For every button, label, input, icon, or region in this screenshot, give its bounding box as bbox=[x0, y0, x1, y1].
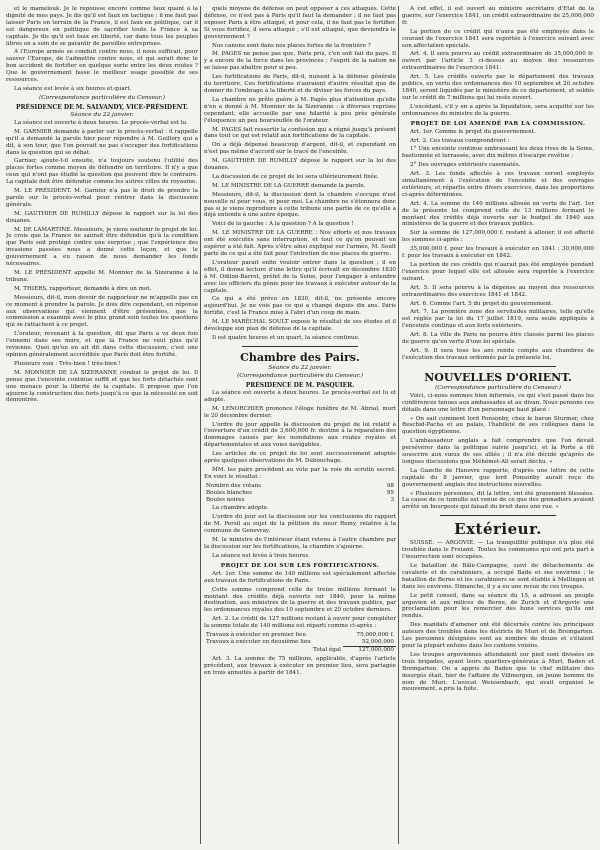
vote-label: Nombre des votans bbox=[206, 482, 262, 489]
column-3 bbox=[402, 6, 594, 844]
paragraph: Art. 7. La première zone des servitudes militaires, telle qu'elle est réglée par la loi du 17 juillet 1819, sera seule appliquée à l'enceinte continue et aux forts extérieurs. bbox=[402, 309, 594, 330]
paragraph: Art. 8. La ville de Paris ne pourra être classée parmi les places de guerre qu'en vertu d'une loi spéciale. bbox=[402, 332, 594, 346]
paragraph: 2° Des ouvrages extérieurs casematés. bbox=[410, 162, 521, 169]
table-row bbox=[204, 632, 396, 639]
session-date: Séance du 22 janvier. bbox=[268, 364, 332, 371]
paragraph: M. DE LAMARTINE. Messieurs, je viens soutenir le projet de loi. Je crois que la France ne saurait être défendue qu'à la condition que Paris soit protégé contre une surprise ; que l'expérience des invasions passées nous a donné cette leçon, et que le gouvernement a eu raison de nous demander les fonds nécessaires. bbox=[6, 226, 198, 268]
paragraph: M. LE MINISTRE DE LA GUERRE demande la parole. bbox=[212, 182, 366, 189]
presidency-heading: PRÉSIDENCE DE M. PASQUIER. bbox=[245, 381, 355, 389]
credit-label: Travaux à exécuter en premier lieu bbox=[206, 632, 307, 639]
paragraph: L'orateur, revenant à la question, dit que Paris a vu deux fois l'ennemi dans ses murs, et que la France ne veut plus qu'il revienne. Quoi qu'on en ait dit dans cette discussion, c'est une opinion généralement accréditée que Paris doit être fortifié. bbox=[6, 331, 198, 358]
paragraph: Les articles de ce projet de loi sont successivement adoptés après quelques observations de M. Dubouchage. bbox=[204, 451, 396, 465]
paragraph: 35,000,000 f. pour les travaux à exécuter en 1841 ; 30,000,000 f. pour les travaux à exécuter en 1842. bbox=[402, 246, 594, 260]
paragraph: Cette somme comprend celle de treize millions formant le montant des crédits déjà ouverts sur 1840, pour la même destination, aux ministres de la guerre et des travaux publics, par les ordonnances royales des 10 septembre et 20 octobre derniers. bbox=[204, 586, 396, 614]
section-divider bbox=[440, 366, 555, 367]
paragraph: Garnier, ajoute-t-il ensuite, n'a toujours soutenu l'utilité des places fortes comme moyen de défendre un territoire. Il n'y a que ceux qui n'ont pas étudié la question qui peuvent dire le contraire. La capitale doit être défendue comme les autres villes du royaume. bbox=[6, 158, 198, 186]
section-divider bbox=[242, 346, 357, 347]
paragraph: La chambre adopte. bbox=[212, 505, 269, 512]
paragraph: La séance est ouverte à deux heures. Le procès-verbal est lu. bbox=[14, 119, 188, 126]
paragraph: Il est quatre heures et un quart, la séance continue. bbox=[212, 334, 360, 341]
paragraph: La portion de ce crédit qui n'aura pas été employée dans le courant de l'exercice 1841 sera reportée à l'exercice suivant avec son affectation spéciale. bbox=[402, 28, 594, 49]
vote-label: Boules blanches bbox=[206, 489, 253, 496]
paragraph: L'excédant, s'il y en a après la liquidation, sera acquitté sur les ordonnances du ministre de la guerre. bbox=[402, 103, 594, 117]
vote-value: 3 bbox=[390, 496, 394, 503]
presidency-heading: PRÉSIDENCE DE M. SALVANDY, VICE-PRÉSIDENT. bbox=[16, 103, 188, 111]
paragraph: Les fortifications de Paris, dit-il, nuisent à la défense générale du territoire. Ces fortifications n'auraient d'autre résultat que de donner de l'ombrage à la liberté et de diviser les forces du pays. bbox=[204, 74, 396, 94]
paragraph: M. LE PRÉSIDENT. M. Garnier n'a pas le droit de prendre la parole sur le procès-verbal pour rentrer dans la discussion générale. bbox=[6, 188, 198, 208]
table-row bbox=[204, 483, 396, 490]
paragraph: Art. 5. Les crédits ouverts par le département des travaux publics, en vertu des ordonnances des 10 septembre et 20 octobre 1840, seront liquidés par le ministère de ce département, et soldés sur le crédit de 7 millions qui lui reste ouvert. bbox=[402, 74, 594, 101]
paragraph: L'ordre du jour est la discussion sur les conclusions du rapport de M. Persil au sujet de la pétition du sieur Remy, relative à la commune de Genevray. bbox=[204, 514, 396, 535]
credit-label: Travaux à exécuter en deuxième lieu bbox=[206, 639, 311, 646]
paragraph: Art. 9. Il sera tous les ans rendu compte aux chambres de l'exécution des travaux ordonnés par la présente loi. bbox=[402, 347, 594, 361]
paragraph: Art. 1er. Une somme de 140 millions est spécialement affectée aux travaux de fortifications de Paris. bbox=[204, 570, 396, 584]
table-row bbox=[204, 646, 396, 653]
credit-total-value: 127,000,000 bbox=[343, 646, 396, 653]
paragraph: Voici, ci-nous sommes bien informés, ce qui s'est passé dans les conférences tenues aux ambassades et au divan. Nous pensons ces détails dans une lettre d'un personnage haut placé : bbox=[402, 392, 594, 413]
paragraph: Art. 5. Il sera pourvu à la dépense au moyen des ressources extraordinaires des exercices 1841 et 1842. bbox=[402, 284, 594, 298]
credit-total-label: Total égal bbox=[313, 646, 341, 653]
column-2 bbox=[204, 6, 396, 844]
paragraph: Messieurs, dit-il, mon devoir de rapporteur ne m'appelle pas en ce moment à prendre la parole. Je dois dire cependant, en réponse aux observations qui viennent d'être présentées, que la commission a examiné avec le plus grand soin toutes les questions qui se rattachent à ce projet. bbox=[6, 294, 198, 329]
paragraph: « On sait comment lord Ponsonby, chez le baron Sturmer, chez Reschid-Pacha et au palais, l'habileté de ses collègues dans la question égyptienne. bbox=[402, 415, 594, 436]
paragraph: 1° Une enceinte continue embrassant les deux rives de la Seine, bastionnée et terrassée, avec dix mètres d'escarpe revêtue ; bbox=[402, 146, 594, 160]
paragraph: Art. 2. Le crédit de 127 millions restant à ouvrir pour compléter la somme totale de 140 millions est réparti comme ci-après : bbox=[204, 616, 396, 630]
credit-value: 52,000,000 bbox=[361, 638, 394, 645]
paragraph: La séance est ouverte à deux heures. Le procès-verbal est lu et adopté. bbox=[204, 389, 396, 403]
paragraph: MM. les pairs procèdent au vote par la voie du scrutin secret. En voici le résultat : bbox=[204, 466, 396, 480]
paragraph: M. THIERS, rapporteur, demande à dire un mot. bbox=[14, 285, 152, 292]
paragraph: A l'Europe armée se conduit contre nous, il nous suffirait, pour sauver l'Europe, de l'admettre contre nous, et qui serait donc le bon accident de fortifier en quelque sorte entre les deux routes ? Que le gouvernement fasse le meilleur usage possible de ses ressources. bbox=[6, 49, 198, 84]
section-heading: NOUVELLES D'ORIENT. bbox=[424, 370, 572, 384]
bill-heading: PROJET DE LOI AMENDÉ PAR LA COMMISSION. bbox=[410, 120, 586, 127]
paragraph: Art. 2. Ces travaux comprendront : bbox=[410, 137, 510, 144]
column-rule bbox=[398, 6, 399, 844]
correspondence-line: (Correspondance particulière du Censeur.) bbox=[38, 94, 166, 101]
session-date: Séance du 22 janvier. bbox=[70, 111, 134, 118]
paragraph: Art. 6. Comme l'art. 5 du projet du gouvernement. bbox=[410, 300, 553, 307]
paragraph: « Plusieurs personnes, dit la lettre, ont été gravement blessées. La cause de ce tumulte est venue de ce que des grenadiers avaient arrêté un bourgeois qui faisait du bruit dans une rue. » bbox=[402, 490, 594, 511]
paragraph: M. LE MINISTRE DE LA GUERRE : Nos efforts et nos travaux ont été exécutés sans interruption, et tout ce qu'on pouvait en espérer a été fait. Après s'être ainsi expliqué sur l'armée, M. Soult parle de ce qui a été fait pour l'entretien de nos places de guerre. bbox=[204, 230, 396, 257]
paragraph: M. GAUTHIER DE RUMILLY dépose le rapport sur la loi des douanes. bbox=[204, 158, 396, 172]
paragraph: La portion de ces crédits qui n'aurait pas été employée pendant l'exercice pour lequel elle est allouée sera reportée à l'exercice suivant. bbox=[402, 262, 594, 282]
credit-value: 75,000,000 f. bbox=[356, 632, 394, 639]
section-heading: Extérieur. bbox=[454, 520, 542, 539]
paragraph: M. le ministre de l'intérieur étant retenu à l'autre chambre par la discussion sur les fortifications, la chambre s'ajourne. bbox=[204, 537, 396, 550]
paragraph: L'ambassadeur anglais a fait comprendre que l'on devait persévérer dans la politique suivie jusqu'ici, et la Porte a dû souscrire aux vœux de ses alliés ; il n'a été décidé qu'après de longues discussions que Méhémet-Ali serait déchu. » bbox=[402, 438, 594, 465]
vote-label: Boules noires bbox=[206, 496, 245, 503]
correspondence-line: (Correspondance particulière du Censeur.) bbox=[434, 384, 562, 391]
vote-value: 95 bbox=[386, 489, 394, 496]
paragraph: La Gazette de Hanovre rapporte, d'après une lettre de cette capitale du 8 janvier, que lord Ponsonby aurait reçu du gouvernement anglais des instructions nouvelles. bbox=[402, 467, 594, 488]
paragraph: SUISSE. — ARGOVIE. — La tranquillité publique n'a plus été troublée dans le Freiamt. Toutes les communes qui ont pris part à l'insurrection sont occupées. bbox=[402, 540, 594, 561]
paragraph: M. MONNIER DE LA SIZERANNE combat le projet de loi. Il pense que l'enceinte continue suffit et que les forts détachés sont une menace pour la liberté de la capitale. Il propose que l'on ajourne la construction des forts jusqu'à ce que la nécessité en soit démontrée. bbox=[6, 369, 198, 404]
section-heading: Chambre des Pairs. bbox=[240, 350, 360, 364]
paragraph: Le petit conseil, dans sa séance du 15, a adressé au peuple argovien et aux milices de Berne, de Zurich et d'Argovie une proclamation pour les remercier des bons services qu'ils ont rendus. bbox=[402, 592, 594, 620]
table-row bbox=[204, 497, 396, 504]
paragraph: Sur la somme de 127,000,000 f. restant à allouer, il est affecté les sommes ci-après : bbox=[402, 230, 594, 244]
paragraph: M. LE PRÉSIDENT appelle M. Monnier de la Sizeranne à la tribune. bbox=[6, 270, 198, 283]
paragraph: M. GAUTHIER DE RUMILLY dépose le rapport sur la loi des douanes. bbox=[6, 210, 198, 224]
paragraph: La séance est levée à six heures et quart. bbox=[14, 85, 132, 92]
paragraph: Les troupes argoviennes attendaient sur pied sont divisées en trois brigades, ayant leurs quartiers-généraux à Muri, Baden et Bremgarten. On a appris de Baden que le chef militaire des insurgés était, hier de l'affaire de Villmergen, un jeune homme du nom de Muri. L'avocat Weissenbach, qui avait organisé le mouvement, a pris la fuite. bbox=[402, 651, 594, 693]
paragraph: A cet effet, il est ouvert au ministre secrétaire d'État de la guerre, sur l'exercice 1841, un crédit extraordinaire de 25,000,000 fr. bbox=[402, 6, 594, 26]
paragraph: Ce qui a été prévu en 1830, dit-il, ne présente encore aujourd'hui. Je ne vois pas ce qui a changé depuis dix ans. Paris fortifié, c'est la France mise à l'abri d'un coup de main. bbox=[204, 296, 396, 317]
column-1 bbox=[6, 6, 198, 844]
paragraph: Art. 3. La somme de 75 millions, applicable, d'après l'article précédent, aux travaux à exécuter en premier lieu, sera partagée en trois annuités à partir de 1841. bbox=[204, 655, 396, 676]
paragraph: La discussion de ce projet de loi sera ultérieurement fixée. bbox=[212, 173, 379, 180]
paragraph: M. PAGES fait ressortir la confusion qui a régné jusqu'à présent dans tout ce qui est relatif aux fortifications de la capitale. bbox=[204, 126, 396, 140]
paragraph: Art. 4. Il sera pourvu au crédit extraordinaire de 35,000,000 fr. ouvert par l'article 3 ci-dessus au moyen des ressources extraordinaires de l'exercice 1841. bbox=[402, 51, 594, 72]
paragraph: L'orateur parait enfin vouloir entrer dans la question ; il en effet, il donne lecture d'une lettre qu'il écrivait en décembre 1830 à M. Odilon-Barrot, préfet de la Seine, pour l'engager à entendre avec les officiers du génie pour les travaux à exécuter autour de la capitale. bbox=[204, 259, 396, 294]
paragraph: M. LE MARÉCHAL SOULT expose le résultat de ses études et il développe son plan de défense de la capitale. bbox=[204, 319, 396, 333]
paragraph: L'ordre du jour appelle la discussion du projet de loi relatif à l'ouverture d'un crédit de 3,600,000 fr. destiné à la réparation des dommages causés par les inondations aux routes royales et départementales et aux voies navigables. bbox=[204, 421, 396, 449]
table-row bbox=[204, 490, 396, 497]
paragraph: Nos canons sont dans nos places fortes de la frontière ? bbox=[212, 42, 371, 49]
paragraph: Voici de la gauche : A la question ? A la question ! bbox=[212, 221, 354, 228]
credit-table bbox=[204, 632, 396, 654]
paragraph: La chambre ne prête guère à M. Pagès plus d'attention qu'elle n'en a donné à M. Monnier de la Sizeranne : à diverses reprises cependant, elle accueille par une hilarité à peu près générale l'éloquence un peu boursouflée de l'orateur. bbox=[204, 96, 396, 124]
paragraph: On a déjà dépensé beaucoup d'argent, dit-il, et cependant on n'est pas même d'accord sur le tracé de l'enceinte. bbox=[204, 142, 396, 156]
vote-value: 98 bbox=[386, 482, 394, 489]
paragraph: Le bataillon de Bâle-Campagne, suivi de détachements de cavalerie et de carabiniers, a occupé Bade et ses environs ; le bataillon de Berne et les carabiniers se sont établis à Mellingen et dans les environs. Dimanche, il y a eu une revue de ces troupes. bbox=[402, 563, 594, 590]
paragraph: Art. 3. Les fonds affectés à ces travaux seront employés simultanément à l'exécution de l'enceinte et des ouvrages extérieurs, et répartis entre divers exercices, dans les proportions ci-après déterminées. bbox=[402, 171, 594, 198]
paragraph: Art. 4. La somme de 140 millions allouée en vertu de l'art. 1er de la présente loi comprend celle de 13 millions formant le montant des crédits déjà ouverts sur le budget de 1840 aux ministères de la guerre et des travaux publics. bbox=[402, 200, 594, 228]
paragraph: M. PAGES ne pense pas que, Paris pris, c'en soit fait du pays. Il y a encore de la force dans les provinces ; l'esprit de la nation ne se laisse pas abattre pour si peu. bbox=[204, 51, 396, 72]
paragraph: Art. 1er. Comme le projet du gouvernement. bbox=[410, 128, 536, 135]
paragraph: M. LENORCHIER prononce l'éloge funèbre de M. Abrial, mort le 20 décembre dernier. bbox=[204, 405, 396, 419]
paragraph: quels moyens de défense on peut opposer à ces attaques. Cette défense, ce n'est pas à Paris qu'il faut la demander ; il ne faut pas exposer Paris à être attaqué, et pour cela, il ne faut pas le fortifier. Si vous fortifiez, il sera attaqué ; s'il est attaqué, que deviendra le gouvernement ? bbox=[204, 6, 396, 40]
correspondence-line: (Correspondance particulière du Censeur.) bbox=[236, 372, 364, 379]
paragraph: Plusieurs voix : Très-bien ! très-bien ! bbox=[14, 360, 121, 367]
paragraph: La séance est levée à trois heures. bbox=[212, 552, 311, 559]
paragraph: Des mandats d'amener ont été décernés contre les principaux auteurs des troubles dans les districts de Muri et de Bremgarten. Les personnes désignées sont au nombre de douze et s'étaient pour la plupart enfuies dans les cantons voisins. bbox=[402, 622, 594, 649]
paragraph: M. GARNIER demande à parler sur le procès-verbal : il rappelle qu'il a demandé la parole hier pour répondre à M. Guillory qui a dit, à son tour, que l'on pouvait ne pas s'occuper des fortifications dans la question qui se débat. bbox=[6, 128, 198, 156]
paragraph: Messieurs, dit-il, la discussion dont la chambre s'occupe n'est nouvelle ni pour vous, ni pour moi. La chambre ne s'étonnera donc pas si je viens reproduire à cette tribune une partie de ce qu'elle a déjà entendu à une autre époque. bbox=[204, 191, 396, 219]
table-row bbox=[204, 639, 396, 646]
bill-heading: PROJET DE LOI SUR LES FORTIFICATIONS. bbox=[220, 562, 380, 569]
paragraph: et le mamelouk. Je le repousse encore comme faux quant à la dignité de mes pays. Je dis qu'il est faux en tactique : il me faut pas laisser Paris en terrain de la France, il est faux en politique, car il est dangereux en politique de sacrifier toute la France à sa capitale. Je dis qu'il est faux en liberté, car dans tous les peuples libres on a soin de se garantir de pareilles entreprises. bbox=[6, 6, 198, 47]
section-divider bbox=[440, 515, 555, 516]
vote-table bbox=[204, 483, 396, 504]
column-rule bbox=[200, 6, 201, 844]
